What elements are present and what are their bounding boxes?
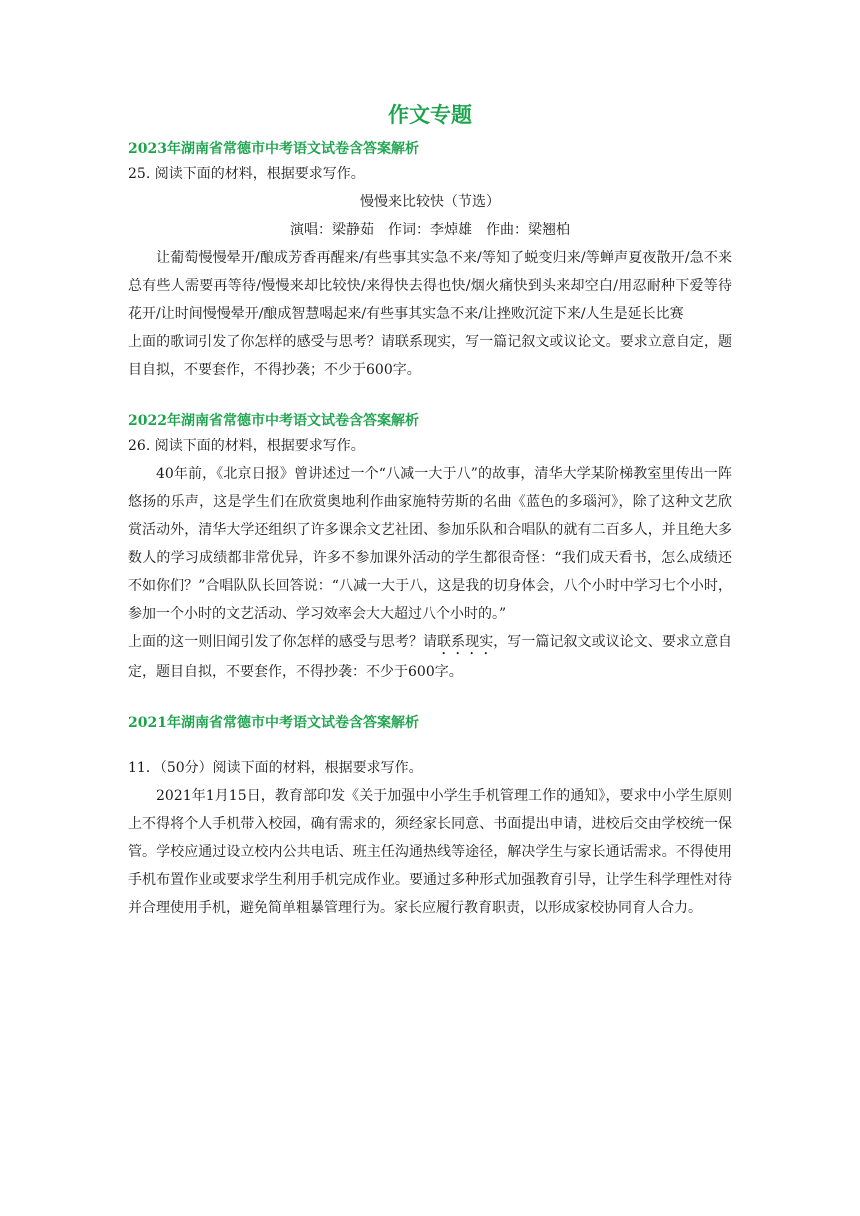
emphasized-text: 联系现实 [437, 634, 494, 650]
question-stem: 25. 阅读下面的材料，根据要求写作。 [128, 166, 365, 182]
heading-spacer [128, 734, 732, 754]
song-title: 慢慢来比较快（节选） [360, 194, 500, 210]
section-2023 [128, 138, 732, 384]
prompt-text: 上面的这一则旧闻引发了你怎样的感受与思考？请 [128, 634, 438, 650]
writing-prompt: 上面的歌词引发了你怎样的感受与思考？请联系现实，写一篇记叙文或议论文。要求立意自定，题目自拟，不要套作，不得抄袭；不少于600字。 [128, 334, 732, 378]
section-2021 [128, 712, 732, 922]
section-heading: 2023年湖南省常德市中考语文试卷含答案解析 [128, 141, 419, 157]
section-heading: 2021年湖南省常德市中考语文试卷含答案解析 [128, 715, 419, 731]
page-title: 作文专题 [388, 102, 472, 127]
question-stem: 26. 阅读下面的材料，根据要求写作。 [128, 438, 365, 454]
section-spacer [128, 686, 732, 712]
question-stem: 11．（50分）阅读下面的材料，根据要求写作。 [128, 760, 423, 776]
song-credits: 演唱：梁静茹 作词：李焯雄 作曲：梁翘柏 [290, 222, 570, 238]
lyrics-paragraph: 让葡萄慢慢晕开/酿成芳香再醒来/有些事其实急不来/等知了蜕变归来/等蝉声夏夜散开/急不来总有些人需要再等待/慢慢来却比较快/来得快去得也快/烟火痛快到头来却空白/用忍耐种下爱等待花开/让时间慢慢晕开/酿成智慧喝起来/有些事其实急不来/让挫败沉淀下来/人生是延长比赛 [128, 250, 732, 322]
prompt-text: ，写一篇记叙文或议论文、要求立意自定，题目自拟，不要套作，不得抄袭：不少于600字。 [128, 634, 733, 680]
section-heading: 2022年湖南省常德市中考语文试卷含答案解析 [128, 413, 419, 429]
writing-prompt [128, 628, 732, 686]
section-2022 [128, 410, 732, 686]
material-paragraph: 2021年1月15日，教育部印发《关于加强中小学生手机管理工作的通知》，要求中小学生原则上不得将个人手机带入校园，确有需求的，须经家长同意、书面提出申请，进校后交由学校统一保管。学校应通过设立校内公共电话、班主任沟通热线等途径，解决学生与家长通话需求。不得使用手机布置作业或要求学生利用手机完成作业。要通过多种形式加强教育引导，让学生科学理性对待并合理使用手机，避免简单粗暴管理行为。家长应履行教育职责，以形成家校协同育人合力。 [128, 788, 732, 916]
section-spacer [128, 384, 732, 410]
material-paragraph: 40年前，《北京日报》曾讲述过一个“八减一大于八”的故事，清华大学某阶梯教室里传出一阵悠扬的乐声，这是学生们在欣赏奥地利作曲家施特劳斯的名曲《蓝色的多瑙河》，除了这种文艺欣赏活动外，清华大学还组织了许多课余文艺社团、参加乐队和合唱队的就有二百多人，并且绝大多数人的学习成绩都非常优异，许多不参加课外活动的学生都很奇怪：“我们成天看书，怎么成绩还不如你们？”合唱队队长回答说：“八减一大于八，这是我的切身体会，八个小时中学习七个小时，参加一个小时的文艺活动、学习效率会大大超过八个小时的。” [128, 466, 732, 622]
